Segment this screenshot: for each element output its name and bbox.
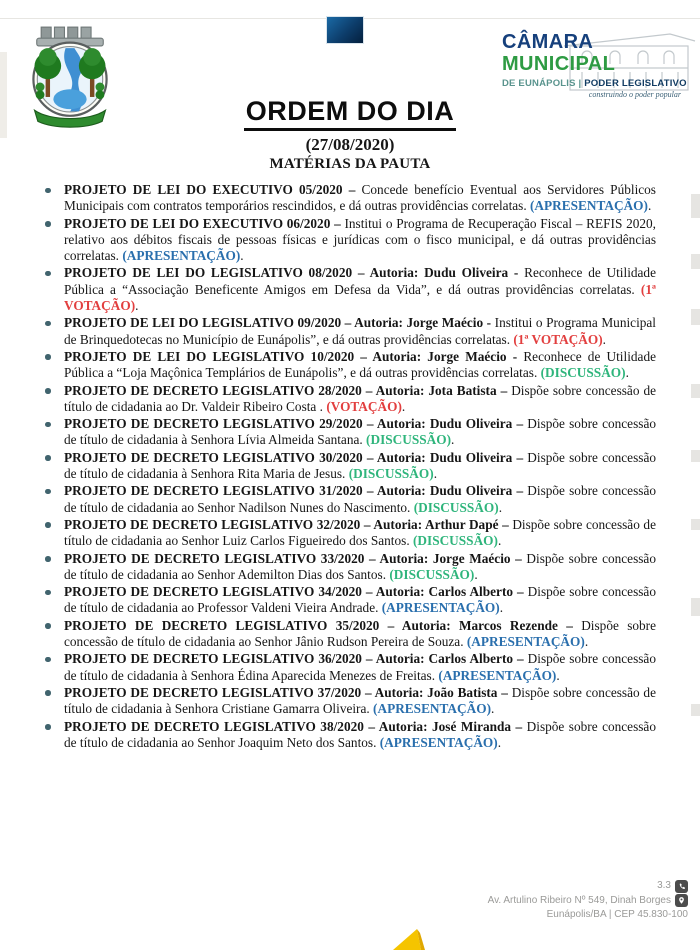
bullet-dot xyxy=(45,388,51,394)
item-status: (APRESENTAÇÃO) xyxy=(530,198,648,214)
bullet-dot xyxy=(45,724,51,730)
item-heading: PROJETO DE DECRETO LEGISLATIVO 34/2020 – Autoria: Carlos Alberto – xyxy=(64,584,528,600)
scan-artifact xyxy=(691,598,700,616)
item-heading: PROJETO DE DECRETO LEGISLATIVO 36/2020 – Autoria: Carlos Alberto – xyxy=(64,651,528,667)
scan-artifact xyxy=(691,384,700,398)
item-heading: PROJETO DE DECRETO LEGISLATIVO 29/2020 – Autoria: Dudu Oliveira – xyxy=(64,416,528,432)
item-status: (1ª VOTAÇÃO) xyxy=(513,331,603,347)
item-heading: PROJETO DE LEI DO LEGISLATIVO 08/2020 – Autoria: Dudu Oliveira - xyxy=(64,265,525,281)
item-status: (APRESENTAÇÃO) xyxy=(373,701,491,717)
agenda-item xyxy=(64,315,656,348)
scan-artifact xyxy=(691,450,700,462)
item-period: . xyxy=(499,600,504,616)
item-description: Concede benefício Eventual aos Servidores Públicos Municipais com contratos temporários rescindidos, e dá outras providências correlatas. xyxy=(64,182,656,214)
scan-artifact xyxy=(691,254,700,269)
logo-subline: DE EUNÁPOLIS | PODER LEGISLATIVO xyxy=(502,78,687,89)
scan-artifact xyxy=(691,194,700,218)
item-period: . xyxy=(474,566,478,582)
agenda-item xyxy=(64,216,656,265)
item-description: Institui o Programa de Recuperação Fiscal – REFIS 2020, relativo aos débitos fiscais de pessoas físicas e jurídicas com o fisco municipal, e dá outras providências correlatas. xyxy=(64,215,656,264)
accent-square xyxy=(326,16,364,44)
agenda-item xyxy=(64,483,656,516)
bullet-dot xyxy=(45,657,51,663)
page-title: ORDEM DO DIA xyxy=(244,96,457,131)
page-subtitle: MATÉRIAS DA PAUTA xyxy=(269,156,431,172)
item-period: . xyxy=(135,298,139,314)
phone-icon xyxy=(675,880,688,893)
item-heading: PROJETO DE LEI DO EXECUTIVO 05/2020 – xyxy=(64,182,362,197)
agenda-item xyxy=(64,450,656,483)
bullet-dot xyxy=(45,221,51,227)
bullet-dot xyxy=(45,422,51,428)
bullet-dot xyxy=(45,489,51,495)
item-heading: PROJETO DE LEI DO EXECUTIVO 06/2020 – xyxy=(64,215,345,231)
item-period: . xyxy=(433,466,438,482)
item-description: Institui o Programa Municipal de Brinquedotecas no Município de Eunápolis”, e dá outras providências correlatas. xyxy=(64,315,657,347)
agenda-item xyxy=(64,416,656,449)
logo-camara: CÂMARA xyxy=(502,31,594,53)
item-status: (DISCUSSÃO) xyxy=(540,365,626,381)
agenda-item xyxy=(64,618,656,651)
item-period: . xyxy=(498,499,503,515)
agenda-list xyxy=(64,182,656,752)
bullet-dot xyxy=(45,590,51,596)
bullet-dot xyxy=(45,354,51,360)
bullet-dot xyxy=(45,455,51,461)
bullet-dot xyxy=(45,188,51,194)
item-description: Dispõe sobre concessão de título de cidadania ao Senhor Ademilton Dias dos Santos. xyxy=(64,550,656,582)
item-heading: PROJETO DE LEI DO LEGISLATIVO 09/2020 – Autoria: Jorge Maécio - xyxy=(64,315,495,331)
bullet-dot xyxy=(45,271,51,277)
item-description: Dispõe sobre concessão de título de cidadania ao Senhor Jânio Rudson Pereira de Souza. xyxy=(64,617,657,650)
agenda-item xyxy=(64,584,656,617)
session-date: (27/08/2020) xyxy=(305,135,395,154)
item-description: Reconhece de Utilidade Pública a “Loja Maçônica Templários de Eunápolis”, e dá outras providências correlatas. xyxy=(64,348,656,381)
agenda-item xyxy=(64,719,656,752)
item-description: Dispõe sobre concessão de título de cidadania à Senhora Édina Aparecida Menezes de Freitas. xyxy=(64,651,656,683)
item-period: . xyxy=(602,331,606,347)
item-status: (DISCUSSÃO) xyxy=(389,566,475,582)
item-heading: PROJETO DE DECRETO LEGISLATIVO 32/2020 – Autoria: Arthur Dapé – xyxy=(64,516,513,532)
item-status: (DISCUSSÃO) xyxy=(348,466,434,482)
item-period: . xyxy=(497,734,502,750)
location-pin-icon xyxy=(675,894,688,907)
footer-city-line xyxy=(488,908,688,923)
item-description: Dispõe sobre concessão de título de cidadania à Senhora Lívia Almeida Santana. xyxy=(64,416,656,448)
item-period: . xyxy=(401,398,406,414)
item-period: . xyxy=(491,701,495,717)
item-heading: PROJETO DE DECRETO LEGISLATIVO 37/2020 – Autoria: João Batista – xyxy=(64,684,512,700)
item-status: (APRESENTAÇÃO) xyxy=(466,634,585,650)
footer-phone-fragment: 3.3 xyxy=(657,880,671,891)
yellow-ribbon-corner xyxy=(391,929,425,950)
agenda-item xyxy=(64,651,656,684)
item-heading: PROJETO DE DECRETO LEGISLATIVO 35/2020 – Autoria: Marcos Rezende – xyxy=(64,617,582,633)
item-period: . xyxy=(556,667,560,683)
agenda-item xyxy=(64,182,656,215)
letterhead-footer xyxy=(488,879,688,923)
bullet-dot xyxy=(45,690,51,696)
title-block xyxy=(0,96,700,173)
logo-tagline: construindo o poder popular xyxy=(588,89,681,99)
item-description: Dispõe sobre concessão de título de cidadania ao Senhor Luiz Carlos Figueiredo dos Santos. xyxy=(64,516,656,549)
item-description: Reconhece de Utilidade Pública a “Associação Beneficente Amigos em Defesa da Vida”, e dá outras providências correlatas. xyxy=(64,265,656,297)
agenda-item xyxy=(64,349,656,382)
item-heading: PROJETO DE DECRETO LEGISLATIVO 28/2020 – Autoria: Jota Batista – xyxy=(64,382,512,398)
agenda-item xyxy=(64,685,656,718)
item-description: Dispõe sobre concessão de título de cidadania ao Senhor Nadilson Nunes do Nascimento. xyxy=(64,483,656,515)
item-period: . xyxy=(625,365,629,381)
item-status: (VOTAÇÃO) xyxy=(326,398,402,414)
item-heading: PROJETO DE LEI DO LEGISLATIVO 10/2020 – Autoria: Jorge Maécio - xyxy=(64,348,524,364)
item-status: (APRESENTAÇÃO) xyxy=(122,248,241,264)
item-heading: PROJETO DE DECRETO LEGISLATIVO 31/2020 – Autoria: Dudu Oliveira – xyxy=(64,483,528,499)
item-status: (APRESENTAÇÃO) xyxy=(381,600,500,616)
item-description: Dispõe sobre concessão de título de cidadania à Senhora Rita Maria de Jesus. xyxy=(64,449,656,482)
scan-artifact xyxy=(691,704,700,716)
agenda-item xyxy=(64,517,656,550)
item-period: . xyxy=(497,533,502,549)
footer-phone-line xyxy=(488,879,688,894)
item-description: Dispõe sobre concessão de título de cidadania ao Professor Valdeni Vieira Andrade. xyxy=(64,584,656,616)
item-status: (1ª VOTAÇÃO) xyxy=(64,281,656,314)
item-period: . xyxy=(647,198,652,214)
agenda-item xyxy=(64,383,656,416)
footer-address-line xyxy=(488,894,688,909)
bullet-dot xyxy=(45,321,51,327)
bullet-dot xyxy=(45,556,51,562)
bullet-dot xyxy=(45,623,51,629)
footer-address2: Eunápolis/BA | CEP 45.830-100 xyxy=(546,909,688,920)
item-period: . xyxy=(584,634,589,650)
agenda-item xyxy=(64,265,656,314)
item-heading: PROJETO DE DECRETO LEGISLATIVO 33/2020 – Autoria: Jorge Maécio – xyxy=(64,550,527,566)
item-description: Dispõe sobre concessão de título de cidadania ao Senhor Joaquim Neto dos Santos. xyxy=(64,718,656,750)
bullet-dot xyxy=(45,522,51,528)
item-description: Dispõe sobre concessão de título de cidadania ao Dr. Valdeir Ribeiro Costa . xyxy=(64,382,656,414)
item-status: (APRESENTAÇÃO) xyxy=(379,734,498,750)
logo-municipal: MUNICIPAL xyxy=(502,53,616,75)
scan-artifact xyxy=(691,519,700,530)
agenda-item xyxy=(64,551,656,584)
item-description: Dispõe sobre concessão de título de cidadania à Senhora Cristiane Gamarra Oliveira. xyxy=(64,684,656,717)
item-status: (DISCUSSÃO) xyxy=(413,499,499,515)
chamber-logo xyxy=(502,32,697,99)
item-period: . xyxy=(451,432,455,448)
item-heading: PROJETO DE DECRETO LEGISLATIVO 30/2020 – Autoria: Dudu Oliveira – xyxy=(64,449,528,465)
item-heading: PROJETO DE DECRETO LEGISLATIVO 38/2020 – Autoria: José Miranda – xyxy=(64,718,527,734)
footer-address1: Av. Artulino Ribeiro Nº 549, Dinah Borges xyxy=(487,894,671,906)
item-period: . xyxy=(240,248,244,264)
item-status: (APRESENTAÇÃO) xyxy=(438,667,557,683)
scan-artifact xyxy=(691,309,700,325)
item-status: (DISCUSSÃO) xyxy=(412,533,498,549)
item-status: (DISCUSSÃO) xyxy=(366,432,452,448)
